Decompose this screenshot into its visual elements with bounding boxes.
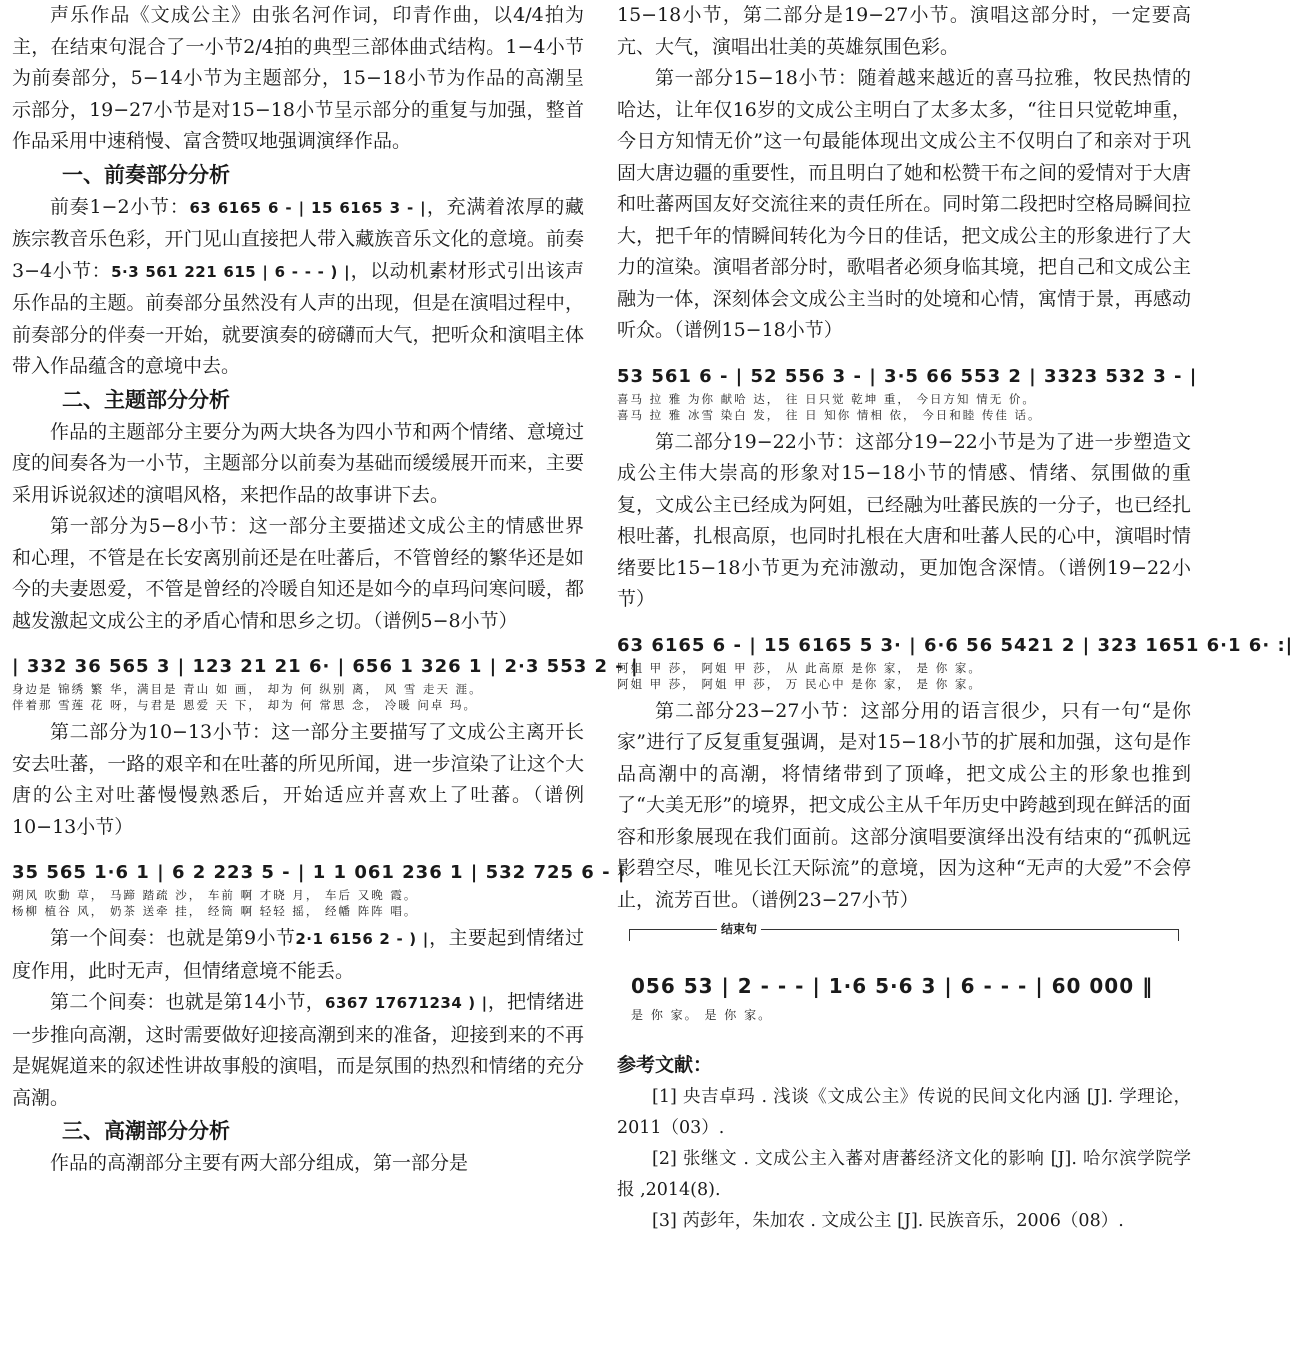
prelude-text-c: ，以动机素材形式引出该声乐作品的主题。前奏部分虽然没有人声的出现，但是在演唱过程中，前奏部分的伴奏一开始，就要演奏的磅礴而大气，把听众和演唱主体带入作品蕴含的意境中去。: [12, 259, 584, 377]
inline-notation-2: 5·3 561 221 615 | 6 - - - ) |: [111, 262, 351, 281]
climax-part3-paragraph: 第二部分23−27小节：这部分用的语言很少，只有一句“是你家”进行了反复重复强调，是对15−18小节的扩展和加强，这句是作品高潮中的高潮，将情绪带到了顶峰，把文成公主的形象也推到了“大美无形”的境界，把文成公主从千年历史中跨越到现在鲜活的面容和形象展现在我们面前。这部分演唱要演绎出没有结束的“孤帆远影碧空尽，唯见长江天际流”的意境，因为这种“无声的大爱”不会停止，流芳百世。（谱例23−27小节）: [617, 699, 1191, 911]
score-example-5-8: [12, 639, 639, 713]
interlude1-text-b: ，主要起到情绪过度作用，此时无声，但情绪意境不能丢。: [12, 927, 584, 982]
inline-notation-4: 6367 17671234 ) |: [325, 994, 488, 1012]
climax-continued-paragraph: 15−18小节，第二部分是19−27小节。演唱这部分时，一定要高亢、大气，演唱出壮美的英雄氛围色彩。: [617, 4, 1191, 58]
score-notes: 63 6165 6 - | 15 6165 5 3· | 6·6 56 5421 2 | 323 1651 6·1 6· :|: [617, 634, 1293, 656]
score-example-10-13: [12, 845, 626, 919]
score-example-23-27: [617, 922, 1191, 1040]
score-notes: 53 561 6 - | 52 556 3 - | 3·5 66 553 2 | 3323 532 3 - |: [617, 365, 1198, 387]
section-heading-climax: 三、高潮部分分析: [62, 1119, 230, 1143]
references-title: 参考文献：: [617, 1054, 713, 1076]
score-lyrics-2: 喜马 拉 雅 冰雪 染白 发， 往 日 知你 情相 依， 今日和睦 传佳 话。: [617, 407, 1042, 422]
ending-bracket-left: [629, 929, 630, 941]
interlude2-text-a: 第二个间奏：也就是第14小节，: [50, 991, 326, 1013]
section-heading-prelude: 一、前奏部分分析: [62, 162, 230, 187]
interlude1-paragraph: [12, 923, 584, 987]
score-lyrics-1: 是 你 家。 是 你 家。: [631, 1008, 773, 1022]
score-example-15-18: [617, 349, 1198, 423]
theme-paragraph: 作品的主题部分主要分为两大块各为四小节和两个情绪、意境过度的间奏各为一小节，主题部分以前奏为基础而缓缓展开而来，主要采用诉说叙述的演唱风格，来把作品的故事讲下去。: [12, 420, 584, 506]
section-heading-theme: 二、主题部分分析: [62, 387, 230, 412]
score-lyrics-1: 朔风 吹動 草， 马蹄 踏疏 沙， 车前 啊 才晓 月， 车后 又晚 霞。: [12, 888, 418, 902]
inline-notation-3: 2·1 6156 2 - ) |: [295, 930, 429, 948]
score-lyrics-1: 阿姐 甲 莎， 阿姐 甲 莎， 从 此高原 是你 家， 是 你 家。: [617, 660, 982, 675]
prelude-paragraph: [12, 192, 584, 383]
score-lyrics-1: 身边是 锦绣 繁 华，满目是 青山 如 画， 却为 何 纵别 离， 风 雪 走天 涯。: [12, 682, 483, 696]
score-lyrics-2: 杨柳 植谷 风， 奶茶 送牵 挂， 经筒 啊 轻轻 摇， 经幡 阵阵 唱。: [12, 904, 418, 918]
score-notes: 35 565 1·6 1 | 6 2 223 5 - | 1 1 061 236 1 | 532 725 6 - |: [12, 862, 626, 883]
prelude-text-a: 前奏1−2小节：: [50, 195, 190, 218]
inline-notation-1: 63 6165 6 - | 15 6165 3 - |: [189, 198, 427, 217]
ending-label: 结束句: [717, 920, 761, 937]
intro-paragraph: 声乐作品《文成公主》由张名河作词，印青作曲，以4/4拍为主，在结束句混合了一小节2/4拍的典型三部体曲式结构。1−4小节为前奏部分，5−14小节为主题部分，15−18小节为作品的高潮呈示部分，19−27小节是对15−18小节呈示部分的重复与加强，整首作品采用中速稍慢、富含赞叹地强调演绎作品。: [12, 4, 584, 152]
score-lyrics-2: 阿姐 甲 莎， 阿姐 甲 莎， 万 民心中 是你 家， 是 你 家。: [617, 676, 982, 691]
right-column: [617, 0, 1293, 1237]
reference-item: [2] 张继文 . 文成公主入蕃对唐蕃经济文化的影响 [J]. 哈尔滨学院学报 ,2014(8).: [617, 1149, 1191, 1200]
score-example-19-22: [617, 618, 1293, 692]
score-lyrics-2: 伴着那 雪莲 花 呀，与君是 恩爱 天 下， 却为 何 常思 念， 冷暖 问卓 玛。: [12, 698, 478, 712]
score-lyrics-1: 喜马 拉 雅 为你 献哈 达， 往 日只觉 乾坤 重， 今日方知 情无 价。: [617, 391, 1036, 406]
interlude2-paragraph: [12, 987, 584, 1114]
interlude1-text-a: 第一个间奏：也就是第9小节: [50, 927, 296, 949]
reference-item: [3] 芮彭年，朱加农 . 文成公主 [J]. 民族音乐，2006（08）.: [652, 1211, 1124, 1231]
interlude2-text-b: ，把情绪进一步推向高潮，这时需要做好迎接高潮到来的准备，迎接到来的不再是娓娓道来的叙述性讲故事般的演唱，而是氛围的热烈和情绪的充分高潮。: [12, 991, 584, 1109]
ending-bracket-line: [629, 929, 1179, 930]
score-notes: | 332 36 565 3 | 123 21 21 6· | 656 1 326 1 | 2·3 553 2 - |: [12, 656, 639, 677]
climax-paragraph: 作品的高潮部分主要有两大部分组成，第一部分是: [50, 1152, 469, 1174]
reference-item: [1] 央吉卓玛 . 浅谈《文成公主》传说的民间文化内涵 [J]. 学理论，2011（03）.: [617, 1087, 1191, 1138]
prelude-text-b: ，充满着浓厚的藏族宗教音乐色彩，开门见山直接把人带入藏族音乐文化的意境。前奏3−4小节：: [12, 195, 584, 282]
left-column: [12, 0, 639, 1180]
climax-part1-paragraph: 第一部分15−18小节：随着越来越近的喜马拉雅，牧民热情的哈达，让年仅16岁的文成公主明白了太多太多，“往日只觉乾坤重，今日方知情无价”这一句最能体现出文成公主不仅明白了和亲对于巩固大唐边疆的重要性，而且明白了她和松赞干布之间的爱情对于大唐和吐蕃两国友好交流往来的责任所在。同时第二段把时空格局瞬间拉大，把千年的情瞬间转化为今日的佳话，把文成公主的形象进行了大力的渲染。演唱者部分时，歌唱者必须身临其境，把自己和文成公主融为一体，深刻体会文成公主当时的处境和心情，寓情于景，再感动听众。（谱例15−18小节）: [617, 67, 1191, 341]
part2-paragraph: 第二部分为10−13小节：这一部分主要描写了文成公主离开长安去吐蕃，一路的艰辛和在吐蕃的所见所闻，进一步渲染了让这个大唐的公主对吐蕃慢慢熟悉后，开始适应并喜欢上了吐蕃。（谱例10−13小节）: [12, 721, 584, 838]
part1-paragraph: 第一部分为5−8小节：这一部分主要描述文成公主的情感世界和心理，不管是在长安离别前还是在吐蕃后，不管曾经的繁华还是如今的夫妻恩爱，不管是曾经的冷暖自知还是如今的卓玛问寒问暖，都越发激起文成公主的矛盾心情和思乡之切。（谱例5−8小节）: [12, 515, 584, 632]
score-notes: 056 53 | 2 - - - | 1·6 5·6 3 | 6 - - - | 60 000 ‖: [631, 974, 1154, 998]
climax-part2-paragraph: 第二部分19−22小节：这部分19−22小节是为了进一步塑造文成公主伟大崇高的形象对15−18小节的情感、情绪、氛围做的重复，文成公主已经成为阿姐，已经融为吐蕃民族的一分子，也已经扎根吐蕃，扎根高原，也同时扎根在大唐和吐蕃人民的心中，演唱时情绪要比15−18小节更为充沛激动，更加饱含深情。（谱例19−22小节）: [617, 430, 1191, 610]
ending-bracket-right: [1178, 929, 1179, 941]
